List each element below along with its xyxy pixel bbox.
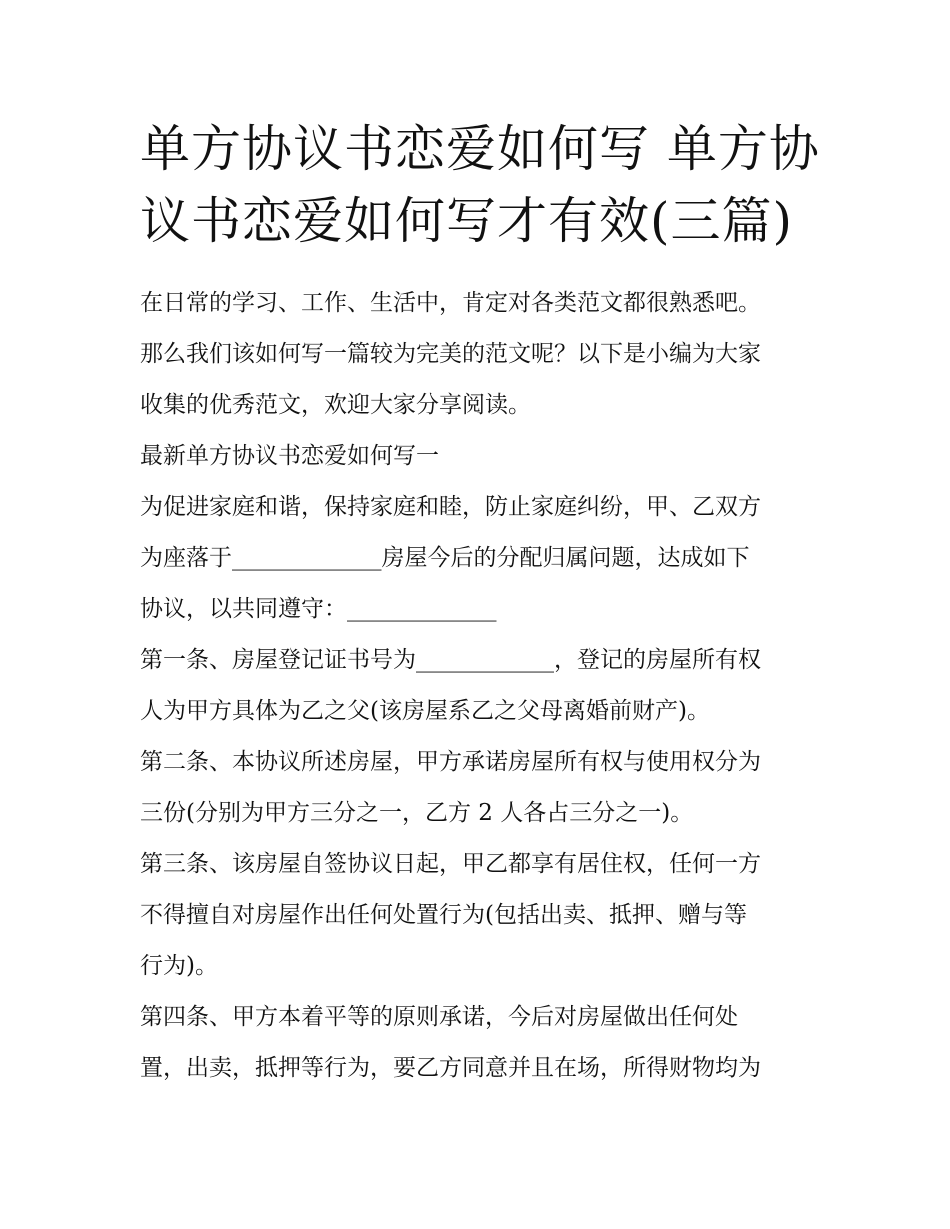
article-1-line: 人为甲方具体为乙之父(该房屋系乙之父母离婚前财产)。	[140, 698, 710, 724]
article-3-line: 不得擅自对房屋作出任何处置行为(包括出卖、抵押、赠与等	[140, 902, 747, 928]
title-line-1: 单方协议书恋爱如何写 单方协	[140, 120, 820, 178]
paragraph-line: 协议，以共同遵守：_____________	[140, 596, 497, 622]
article-4-line: 第四条、甲方本着平等的原则承诺，今后对房屋做出任何处	[140, 1004, 738, 1030]
intro-line-1: 在日常的学习、工作、生活中，肯定对各类范文都很熟悉吧。	[140, 290, 761, 316]
article-3-line: 第三条、该房屋自签协议日起，甲乙都享有居住权，任何一方	[140, 851, 761, 877]
section-heading: 最新单方协议书恋爱如何写一	[140, 443, 439, 469]
title-line-2: 议书恋爱如何写才有效(三篇)	[140, 192, 794, 250]
document-body	[140, 278, 820, 1094]
intro-line-3: 收集的优秀范文，欢迎大家分享阅读。	[140, 392, 531, 418]
article-2-line: 第二条、本协议所述房屋，甲方承诺房屋所有权与使用权分为	[140, 749, 761, 775]
article-3-line: 行为)。	[140, 953, 218, 979]
document-title	[140, 113, 820, 257]
article-4-line: 置，出卖，抵押等行为，要乙方同意并且在场，所得财物均为	[140, 1055, 761, 1081]
intro-line-2: 那么我们该如何写一篇较为完美的范文呢？以下是小编为大家	[140, 341, 761, 367]
article-2-line: 三份(分别为甲方三分之一，乙方 2 人各占三分之一)。	[140, 800, 694, 826]
article-1-line: 第一条、房屋登记证书号为____________，登记的房屋所有权	[140, 647, 761, 673]
paragraph-line: 为座落于_____________房屋今后的分配归属问题，达成如下	[140, 545, 750, 571]
paragraph-line: 为促进家庭和谐，保持家庭和睦，防止家庭纠纷，甲、乙双方	[140, 494, 761, 520]
